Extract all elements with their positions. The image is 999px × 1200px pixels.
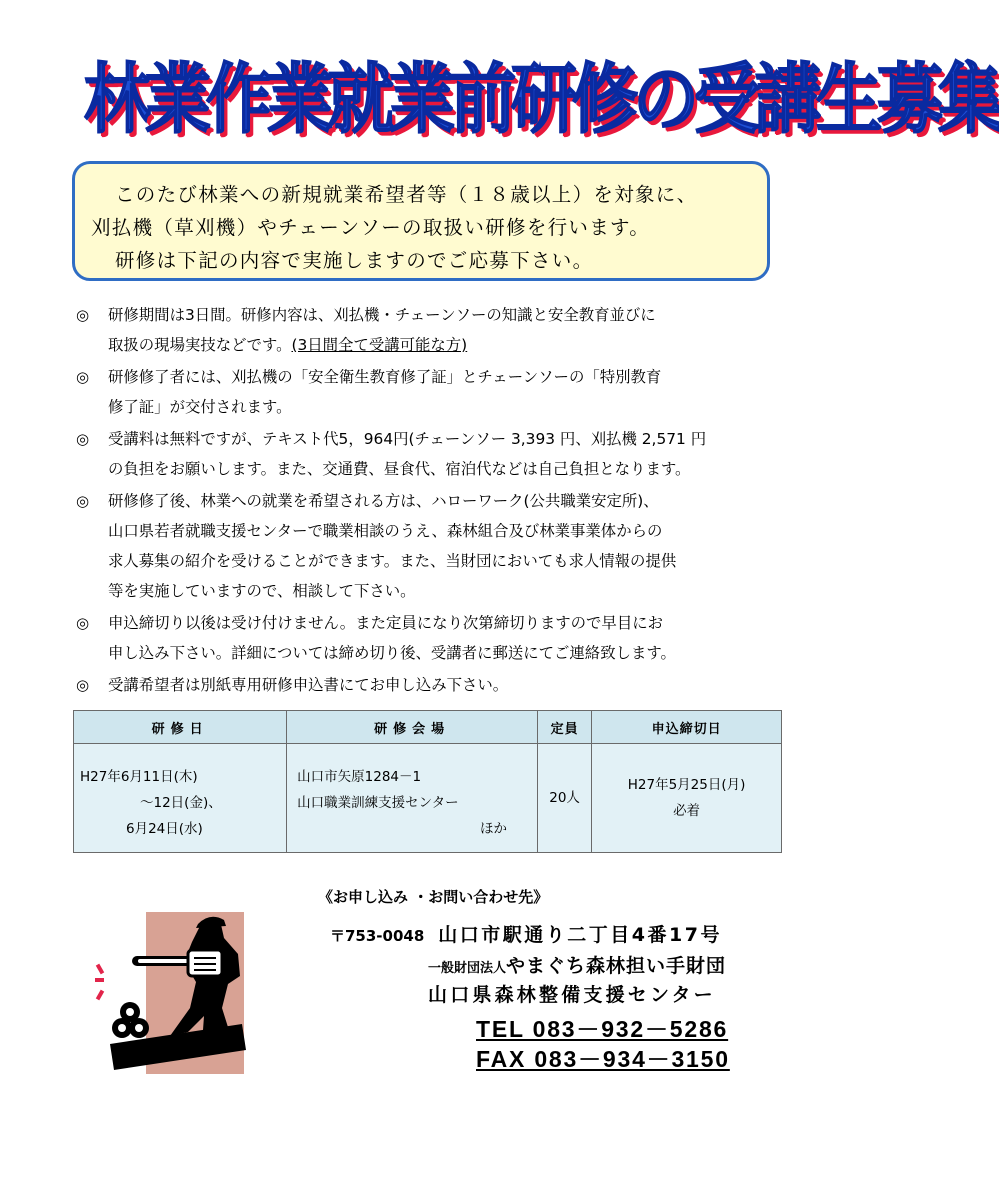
- organization: [428, 951, 726, 978]
- street-address: 山口市駅通り二丁目4番17号: [438, 924, 722, 946]
- intro-line-1: このたび林業への新規就業希望者等（１８歳以上）を対象に、: [115, 183, 698, 206]
- deadline-date: H27年5月25日(月): [627, 777, 746, 793]
- bullet-fee: [74, 424, 774, 484]
- bullet-text: 山口県若者就職支援センターで職業相談のうえ、森林組合及び林業事業体からの: [108, 522, 663, 540]
- bullet-text: 受講希望者は別紙専用研修申込書にてお申し込み下さい。: [108, 676, 509, 694]
- cell-training-date: [74, 744, 287, 853]
- bullet-text: 修了証」が交付されます。: [108, 398, 292, 416]
- chainsaw-worker-icon: [92, 912, 252, 1074]
- intro-line-3: 研修は下記の内容で実施しますのでご応募下さい。: [115, 249, 594, 272]
- bullet-mark: ◎: [76, 492, 90, 510]
- table-row: [74, 744, 782, 853]
- venue-line-1: 山口市矢原1284－1: [297, 769, 422, 785]
- venue-line-2: 山口職業訓練支援センター: [297, 795, 459, 811]
- date-line-1: H27年6月11日(木): [80, 769, 198, 785]
- cell-capacity: 20人: [538, 744, 592, 853]
- bullet-text: 研修期間は3日間。研修内容は、刈払機・チェーンソーの知識と安全教育並びに: [108, 306, 656, 324]
- header-venue: 研修会場: [287, 711, 538, 744]
- venue-line-3: ほか: [480, 821, 508, 837]
- org-name: やまぐち森林担い手財団: [506, 955, 727, 977]
- deadline-note: 必着: [673, 803, 701, 819]
- date-line-2: ～12日(金)、: [140, 795, 222, 811]
- bullet-employment: [74, 486, 774, 606]
- bullet-text-part: 取扱の現場実技などです。: [108, 336, 292, 354]
- bullet-text: 等を実施していますので、相談して下さい。: [108, 582, 416, 600]
- date-line-3: 6月24日(水): [126, 821, 203, 837]
- intro-line-2: 刈払機（草刈機）やチェーンソーの取扱い研修を行います。: [91, 216, 651, 239]
- bullet-text: の負担をお願いします。また、交通費、昼食代、宿泊代などは自己負担となります。: [108, 460, 691, 478]
- bullet-text: 申し込み下さい。詳細については締め切り後、受講者に郵送にてご連絡致します。: [108, 644, 676, 662]
- header-capacity: 定員: [538, 711, 592, 744]
- contact-heading: 《お申し込み ・お問い合わせ先》: [318, 888, 549, 906]
- phone-number: TEL 083－932－5286: [476, 1016, 729, 1042]
- bullet-text: 申込締切り以後は受け付けません。また定員になり次第締切りますので早目にお: [108, 614, 663, 632]
- org-prefix: 一般財団法人: [428, 961, 507, 976]
- postal-code: 〒753-0048: [330, 927, 425, 945]
- bullet-text: 求人募集の紹介を受けることができます。また、当財団においても求人情報の提供: [108, 552, 677, 570]
- header-training-date: 研修日: [74, 711, 287, 744]
- header-deadline: 申込締切日: [592, 711, 782, 744]
- support-center: 山口県森林整備支援センター: [428, 984, 716, 1006]
- table-header-row: [74, 711, 782, 744]
- bullet-text: 研修修了後、林業への就業を希望される方は、ハローワーク(公共職業安定所)、: [108, 492, 659, 510]
- bullet-list: [74, 300, 774, 702]
- bullet-text: 受講料は無料ですが、テキスト代5，964円(チェーンソー 3,393 円、刈払機 2,571 円: [108, 430, 707, 448]
- bullet-mark: ◎: [76, 614, 90, 632]
- cell-deadline: [592, 744, 782, 853]
- intro-box: [72, 161, 770, 281]
- bullet-text: 研修修了者には、刈払機の「安全衛生教育修了証」とチェーンソーの「特別教育: [108, 368, 662, 386]
- schedule-table: [73, 710, 782, 853]
- bullet-mark: ◎: [76, 430, 90, 448]
- bullet-deadline: [74, 608, 774, 668]
- contact-address: [330, 920, 722, 947]
- bullet-period: [74, 300, 774, 360]
- bullet-certificate: [74, 362, 774, 422]
- bullet-text: [108, 330, 774, 360]
- bullet-mark: ◎: [76, 368, 90, 386]
- cell-venue: [287, 744, 538, 853]
- bullet-application: [74, 670, 774, 700]
- fax-number: FAX 083－934－3150: [476, 1046, 730, 1072]
- page-title: 林業作業就業前研修の受講生募集: [84, 55, 999, 144]
- attendance-note: (3日間全て受講可能な方): [291, 336, 468, 354]
- bullet-mark: ◎: [76, 676, 90, 694]
- bullet-mark: ◎: [76, 306, 90, 324]
